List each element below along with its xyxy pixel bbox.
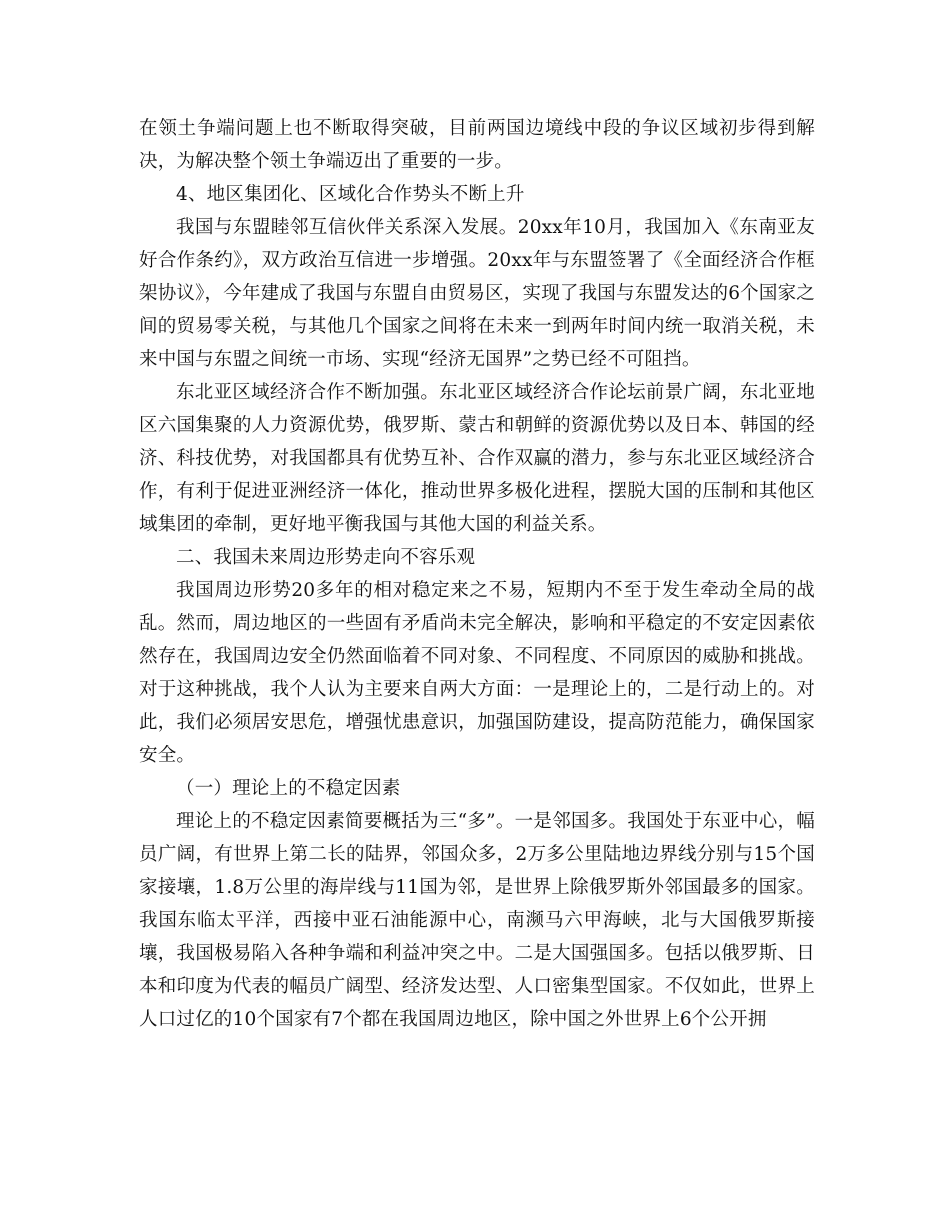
document-body	[139, 112, 815, 1036]
paragraph-security-challenges: 我国周边形势20多年的相对稳定来之不易，短期内不至于发生牵动全局的战乱。然而，周边地区的一些固有矛盾尚未完全解决，影响和平稳定的不安定因素依然存在，我国周边安全仍然面临着不同对象、不同程度、不同原因的威胁和挑战。对于这种挑战，我个人认为主要来自两大方面：一是理论上的，二是行动上的。对此，我们必须居安思危，增强忧患意识，加强国防建设，提高防范能力，确保国家安全。	[139, 580, 815, 766]
heading-future-situation: 二、我国未来周边形势走向不容乐观	[176, 547, 476, 568]
paragraph-asean-relations: 我国与东盟睦邻互信伙伴关系深入发展。20xx年10月，我国加入《东南亚友好合作条约》，双方政治互信进一步增强。20xx年与东盟签署了《全面经济合作框架协议》，今年建成了我国与东盟自由贸易区，实现了我国与东盟发达的6个国家之间的贸易零关税，与其他几个国家之间将在未来一到两年时间内统一取消关税，未来中国与东盟之间统一市场、实现“经济无国界”之势已经不可阻挡。	[139, 217, 815, 370]
paragraph-three-many: 理论上的不稳定因素简要概括为三“多”。一是邻国多。我国处于东亚中心，幅员广阔，有世界上第二长的陆界，邻国众多，2万多公里陆地边界线分别与15个国家接壤，1.8万公里的海岸线与11国为邻，是世界上除俄罗斯外邻国最多的国家。我国东临太平洋，西接中亚石油能源中心，南濒马六甲海峡，北与大国俄罗斯接壤，我国极易陷入各种争端和利益冲突之中。二是大国强国多。包括以俄罗斯、日本和印度为代表的幅员广阔型、经济发达型、人口密集型国家。不仅如此，世界上人口过亿的10个国家有7个都在我国周边地区，除中国之外世界上6个公开拥	[139, 811, 815, 1030]
paragraph-territorial-dispute: 在领土争端问题上也不断取得突破，目前两国边境线中段的争议区域初步得到解决，为解决整个领土争端迈出了重要的一步。	[139, 118, 815, 172]
heading-theoretical-factors: （一）理论上的不稳定因素	[176, 778, 401, 799]
heading-regional-cooperation: 4、地区集团化、区域化合作势头不断上升	[176, 184, 525, 205]
paragraph-northeast-asia: 东北亚区域经济合作不断加强。东北亚区域经济合作论坛前景广阔，东北亚地区六国集聚的人力资源优势，俄罗斯、蒙古和朝鲜的资源优势以及日本、韩国的经济、科技优势，对我国都具有优势互补、合作双赢的潜力，参与东北亚区域经济合作，有利于促进亚洲经济一体化，推动世界多极化进程，摆脱大国的压制和其他区域集团的牵制，更好地平衡我国与其他大国的利益关系。	[139, 382, 815, 535]
